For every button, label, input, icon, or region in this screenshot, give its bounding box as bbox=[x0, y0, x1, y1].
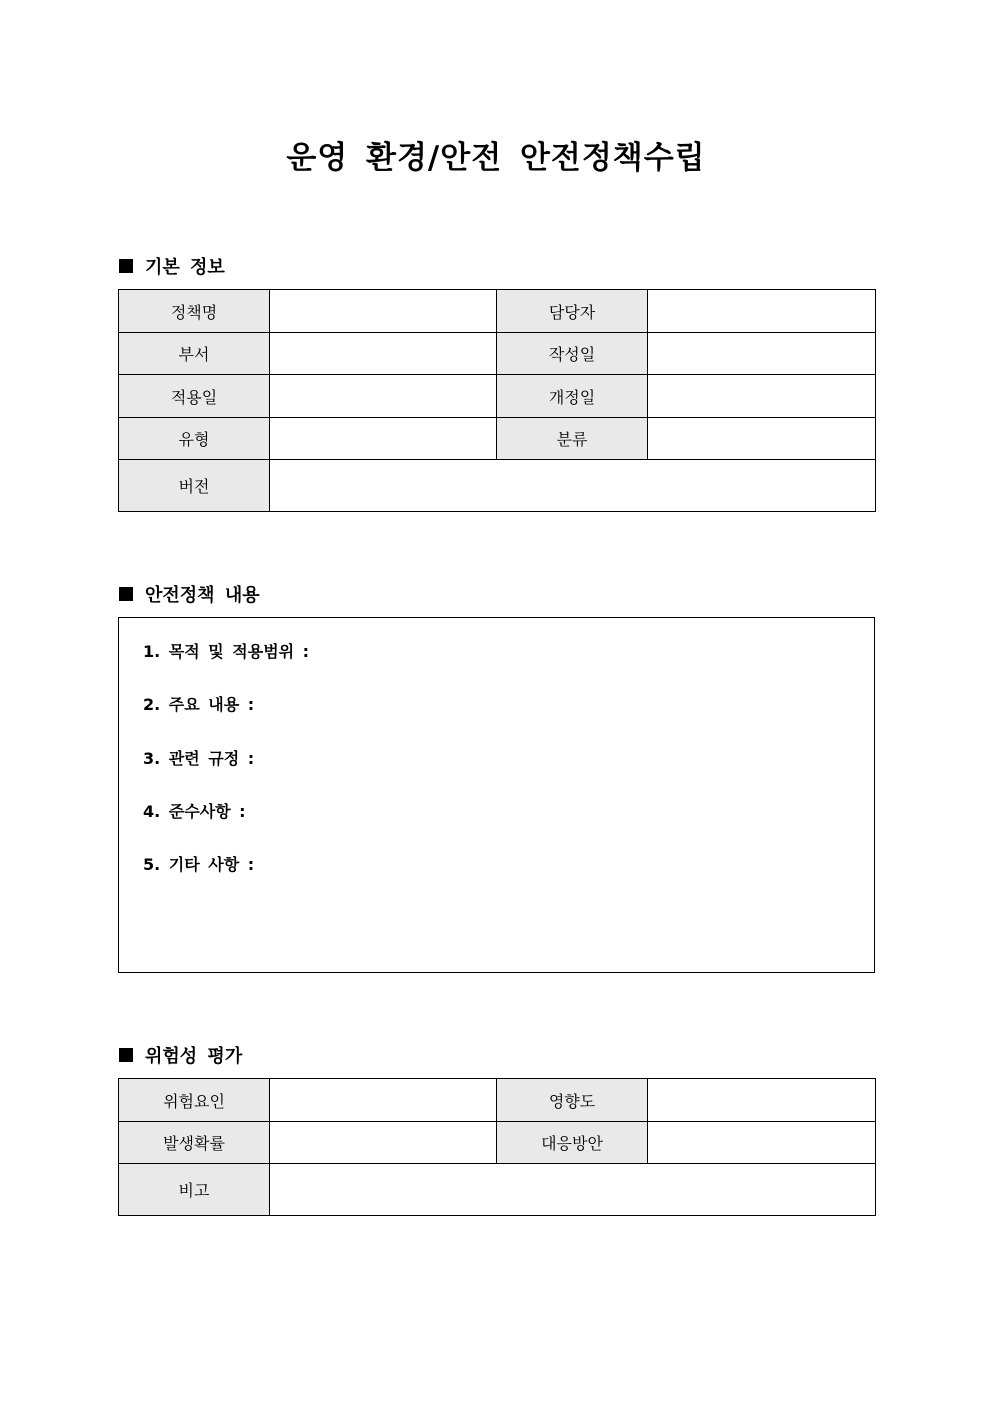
manager-field[interactable] bbox=[648, 290, 876, 333]
label-type: 유형 bbox=[119, 418, 270, 460]
content-item-purpose: 1. 목적 및 적용범위 : bbox=[143, 642, 310, 661]
section-heading-basic-info bbox=[119, 253, 225, 279]
content-item-compliance: 4. 준수사항 : bbox=[143, 802, 246, 821]
section-heading-risk-assessment bbox=[119, 1042, 242, 1068]
version-field[interactable] bbox=[270, 460, 876, 512]
square-bullet-icon bbox=[119, 1048, 133, 1062]
probability-field[interactable] bbox=[270, 1122, 497, 1164]
label-manager: 담당자 bbox=[497, 290, 648, 333]
label-risk-factor: 위험요인 bbox=[119, 1079, 270, 1122]
category-field[interactable] bbox=[648, 418, 876, 460]
section-heading-policy-content bbox=[119, 581, 260, 607]
response-plan-field[interactable] bbox=[648, 1122, 876, 1164]
type-field[interactable] bbox=[270, 418, 497, 460]
impact-field[interactable] bbox=[648, 1079, 876, 1122]
section-heading-text: 위험성 평가 bbox=[145, 1046, 243, 1067]
content-item-regulations: 3. 관련 규정 : bbox=[143, 749, 255, 768]
department-field[interactable] bbox=[270, 333, 497, 375]
label-effective-date: 적용일 bbox=[119, 375, 270, 418]
content-item-main: 2. 주요 내용 : bbox=[143, 695, 255, 714]
label-probability: 발생확률 bbox=[119, 1122, 270, 1164]
label-policy-name: 정책명 bbox=[119, 290, 270, 333]
revised-date-field[interactable] bbox=[648, 375, 876, 418]
section-heading-text: 기본 정보 bbox=[145, 257, 225, 278]
label-revised-date: 개정일 bbox=[497, 375, 648, 418]
section-heading-text: 안전정책 내용 bbox=[145, 585, 260, 606]
risk-assessment-table bbox=[118, 1078, 876, 1216]
label-response-plan: 대응방안 bbox=[497, 1122, 648, 1164]
policy-name-field[interactable] bbox=[270, 290, 497, 333]
content-item-other: 5. 기타 사항 : bbox=[143, 855, 255, 874]
label-version: 버전 bbox=[119, 460, 270, 512]
label-written-date: 작성일 bbox=[497, 333, 648, 375]
remarks-field[interactable] bbox=[270, 1164, 876, 1216]
label-category: 분류 bbox=[497, 418, 648, 460]
risk-factor-field[interactable] bbox=[270, 1079, 497, 1122]
label-remarks: 비고 bbox=[119, 1164, 270, 1216]
square-bullet-icon bbox=[119, 259, 133, 273]
policy-content-box[interactable] bbox=[118, 617, 875, 973]
effective-date-field[interactable] bbox=[270, 375, 497, 418]
square-bullet-icon bbox=[119, 587, 133, 601]
written-date-field[interactable] bbox=[648, 333, 876, 375]
label-impact: 영향도 bbox=[497, 1079, 648, 1122]
label-department: 부서 bbox=[119, 333, 270, 375]
basic-info-table bbox=[118, 289, 876, 512]
page-title: 운영 환경/안전 안전정책수립 bbox=[286, 140, 706, 176]
